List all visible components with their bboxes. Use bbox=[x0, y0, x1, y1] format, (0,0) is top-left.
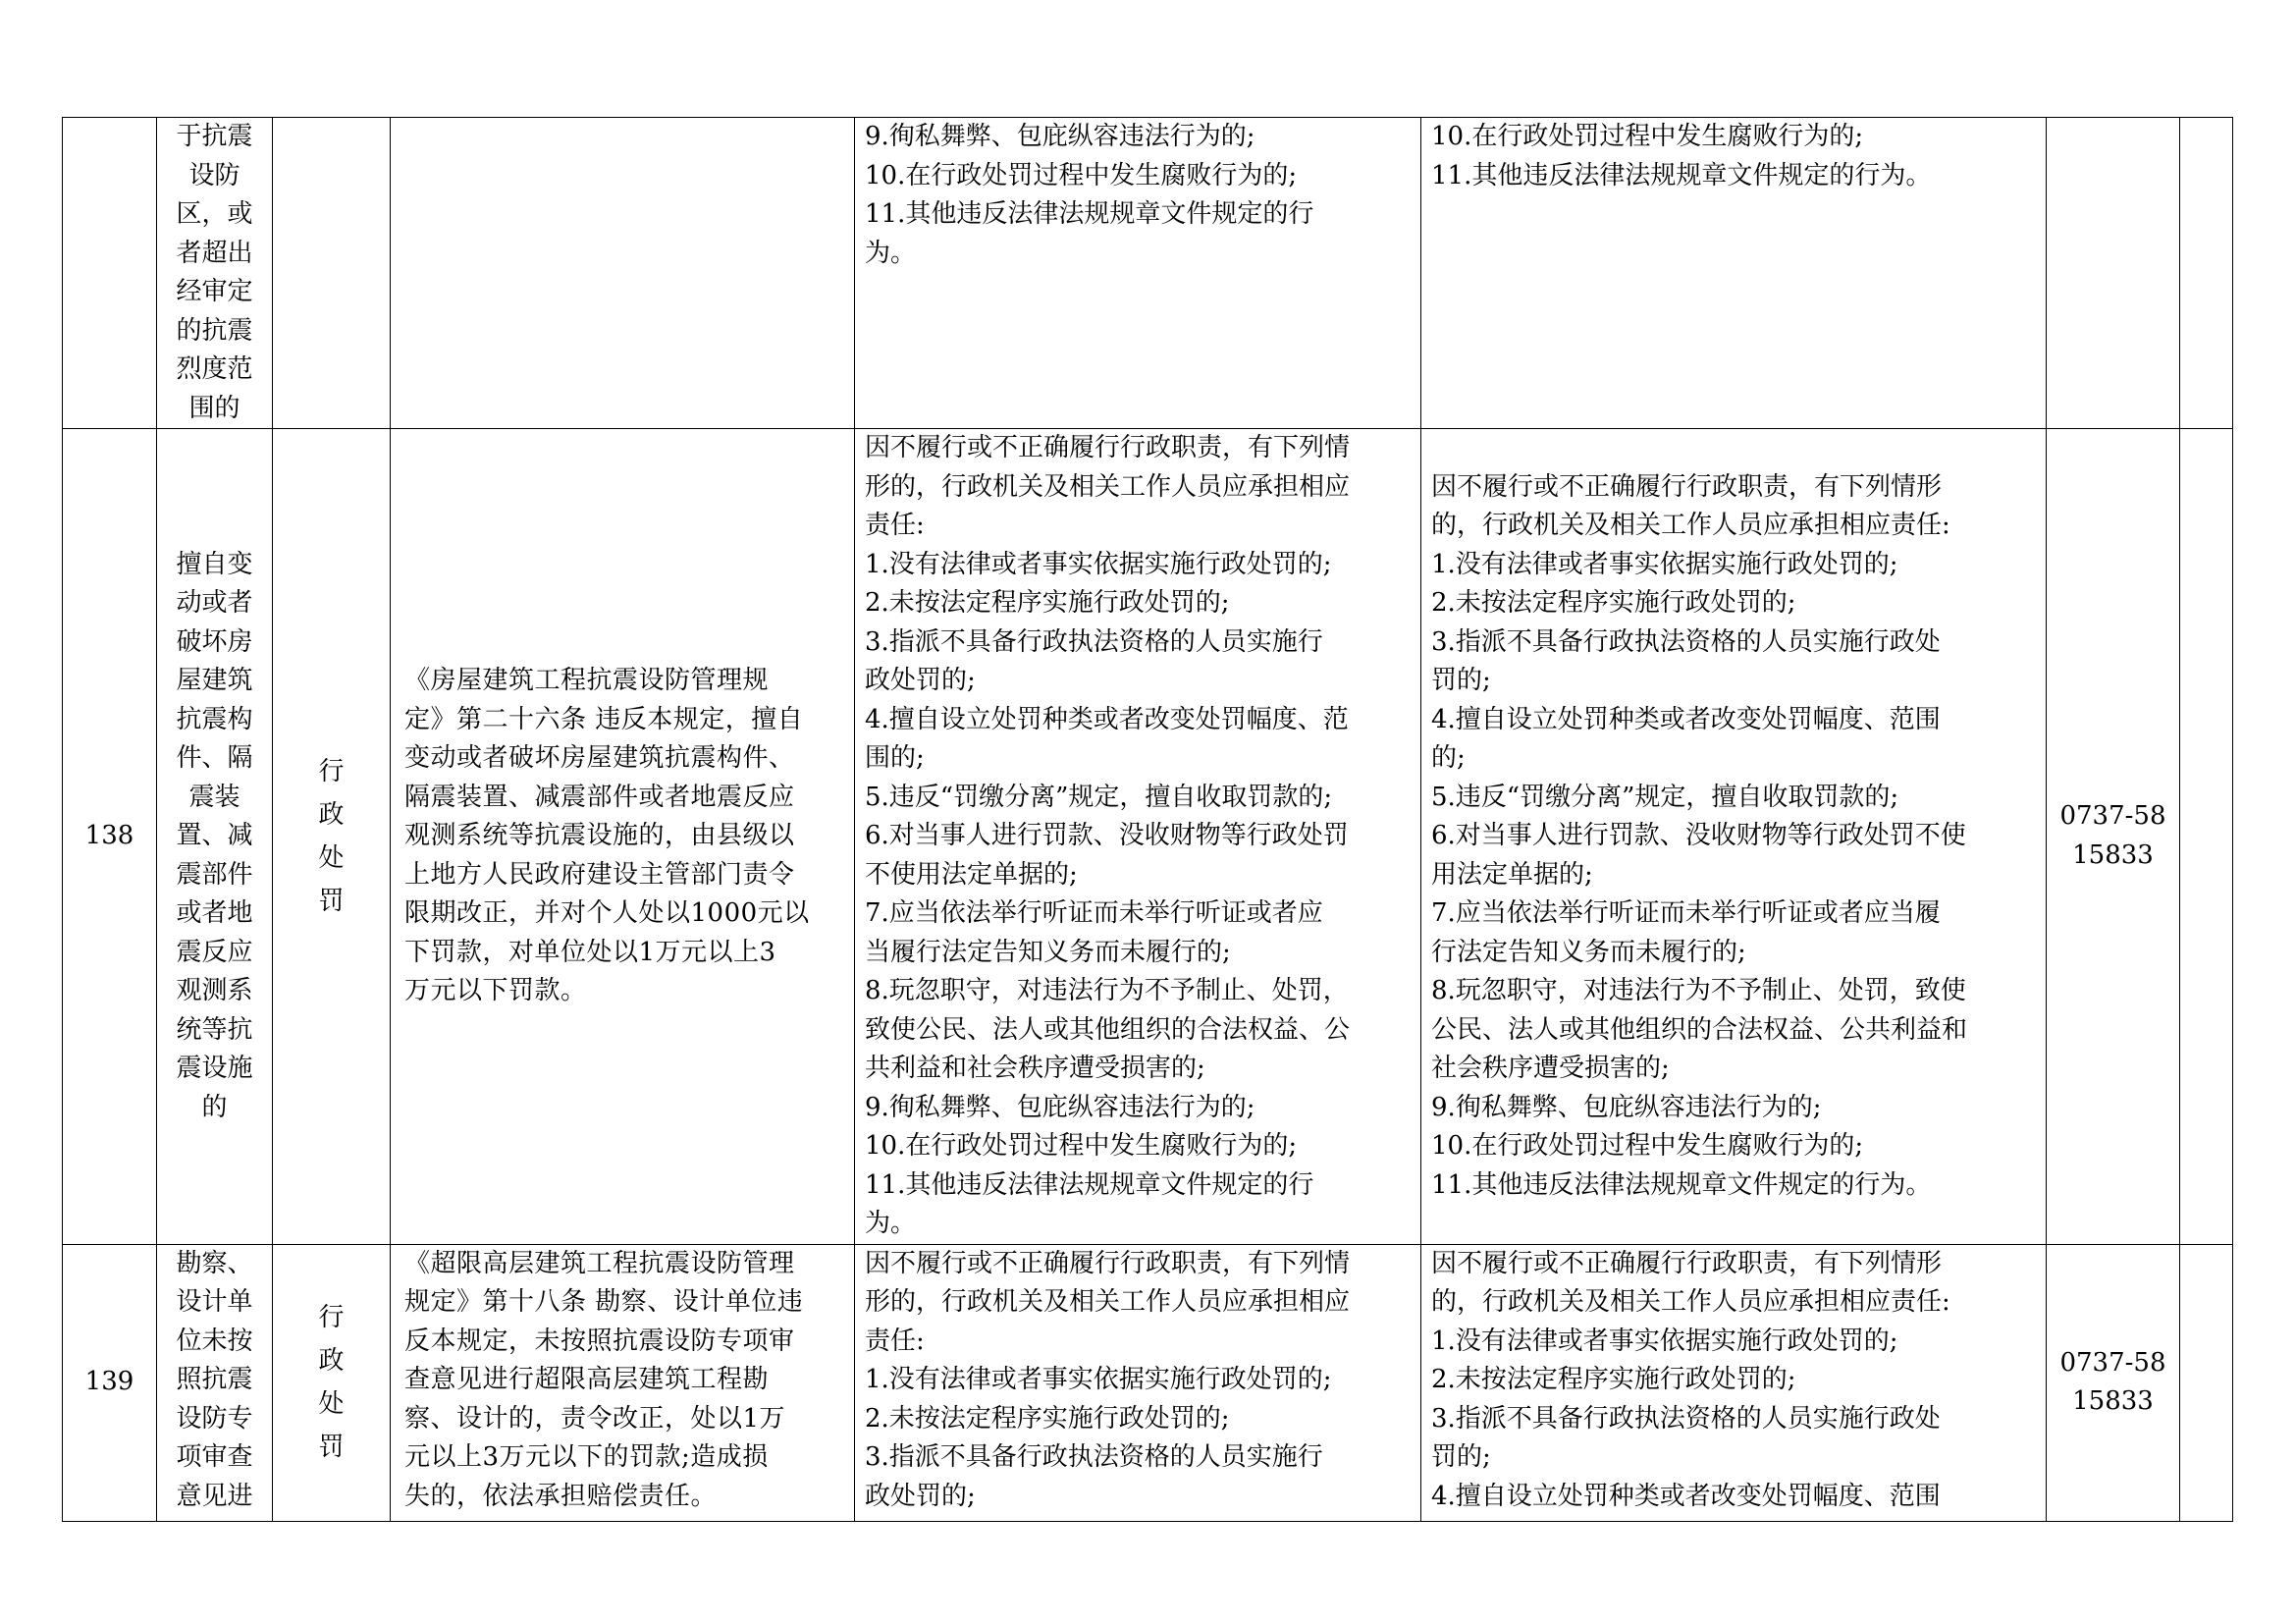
accountability-cell: 10.在行政处罚过程中发生腐败行为的; 11.其他违反法律法规规章文件规定的行为。 bbox=[1421, 118, 2047, 429]
accountability-cell: 因不履行或不正确履行行政职责，有下列情形 的，行政机关及相关工作人员应承担相应责任: 1.没有法律或者事实依据实施行政处罚的; 2.未按法定程序实施行政处罚的; 3.指派不具备行政执法资格的人员实施行政处 罚的; 4.擅自设立处罚种类或者改变处罚幅度、范围 bbox=[1421, 1244, 2047, 1521]
row-number-cell: 139 bbox=[63, 1244, 157, 1521]
row-number-cell bbox=[63, 118, 157, 429]
item-type-cell bbox=[273, 118, 391, 429]
table-row bbox=[63, 1244, 2233, 1521]
phone-cell bbox=[2047, 118, 2180, 429]
phone-cell: 0737-58 15833 bbox=[2047, 429, 2180, 1245]
legal-basis-cell bbox=[391, 118, 855, 429]
responsibility-cell: 9.徇私舞弊、包庇纵容违法行为的; 10.在行政处罚过程中发生腐败行为的; 11.其他违反法律法规规章文件规定的行 为。 bbox=[855, 118, 1421, 429]
row-number-cell: 138 bbox=[63, 429, 157, 1245]
remarks-cell bbox=[2180, 429, 2233, 1245]
item-name-cell: 擅自变 动或者 破坏房 屋建筑 抗震构 件、隔 震装 置、减 震部件 或者地 震反应 观测系 统等抗 震设施 的 bbox=[157, 429, 273, 1245]
remarks-cell bbox=[2180, 1244, 2233, 1521]
item-name-cell: 于抗震 设防 区，或 者超出 经审定 的抗震 烈度范 围的 bbox=[157, 118, 273, 429]
item-name-cell: 勘察、 设计单 位未按 照抗震 设防专 项审查 意见进 bbox=[157, 1244, 273, 1521]
responsibility-cell: 因不履行或不正确履行行政职责，有下列情 形的，行政机关及相关工作人员应承担相应 责任: 1.没有法律或者事实依据实施行政处罚的; 2.未按法定程序实施行政处罚的; 3.指派不具备行政执法资格的人员实施行 政处罚的; 4.擅自设立处罚种类或者改变处罚幅度、范 围的; 5.违反“罚缴分离”规定，擅自收取罚款的; 6.对当事人进行罚款、没收财物等行政处罚 不使用法定单据的; 7.应当依法举行听证而未举行听证或者应 当履行法定告知义务而未履行的; 8.玩忽职守，对违法行为不予制止、处罚， 致使公民、法人或其他组织的合法权益、公 共利益和社会秩序遭受损害的; 9.徇私舞弊、包庇纵容违法行为的; 10.在行政处罚过程中发生腐败行为的; 11.其他违反法律法规规章文件规定的行 为。 bbox=[855, 429, 1421, 1245]
table-row bbox=[63, 118, 2233, 429]
item-type-cell: 行 政 处 罚 bbox=[273, 429, 391, 1245]
item-type-cell: 行 政 处 罚 bbox=[273, 1244, 391, 1521]
enforcement-table bbox=[62, 117, 2233, 1522]
legal-basis-cell: 《房屋建筑工程抗震设防管理规 定》第二十六条 违反本规定，擅自 变动或者破坏房屋建筑抗震构件、 隔震装置、减震部件或者地震反应 观测系统等抗震设施的，由县级以 上地方人民政府建设主管部门责令 限期改正，并对个人处以1000元以 下罚款，对单位处以1万元以上3 万元以下罚款。 bbox=[391, 429, 855, 1245]
phone-cell: 0737-58 15833 bbox=[2047, 1244, 2180, 1521]
responsibility-cell: 因不履行或不正确履行行政职责，有下列情 形的，行政机关及相关工作人员应承担相应 责任: 1.没有法律或者事实依据实施行政处罚的; 2.未按法定程序实施行政处罚的; 3.指派不具备行政执法资格的人员实施行 政处罚的; bbox=[855, 1244, 1421, 1521]
table-row bbox=[63, 429, 2233, 1245]
legal-basis-cell: 《超限高层建筑工程抗震设防管理 规定》第十八条 勘察、设计单位违 反本规定，未按照抗震设防专项审 查意见进行超限高层建筑工程勘 察、设计的，责令改正，处以1万 元以上3万元以下的罚款;造成损 失的，依法承担赔偿责任。 bbox=[391, 1244, 855, 1521]
accountability-cell: 因不履行或不正确履行行政职责，有下列情形 的，行政机关及相关工作人员应承担相应责任: 1.没有法律或者事实依据实施行政处罚的; 2.未按法定程序实施行政处罚的; 3.指派不具备行政执法资格的人员实施行政处 罚的; 4.擅自设立处罚种类或者改变处罚幅度、范围 的; 5.违反“罚缴分离”规定，擅自收取罚款的; 6.对当事人进行罚款、没收财物等行政处罚不使 用法定单据的; 7.应当依法举行听证而未举行听证或者应当履 行法定告知义务而未履行的; 8.玩忽职守，对违法行为不予制止、处罚，致使 公民、法人或其他组织的合法权益、公共利益和 社会秩序遭受损害的; 9.徇私舞弊、包庇纵容违法行为的; 10.在行政处罚过程中发生腐败行为的; 11.其他违反法律法规规章文件规定的行为。 bbox=[1421, 429, 2047, 1245]
remarks-cell bbox=[2180, 118, 2233, 429]
